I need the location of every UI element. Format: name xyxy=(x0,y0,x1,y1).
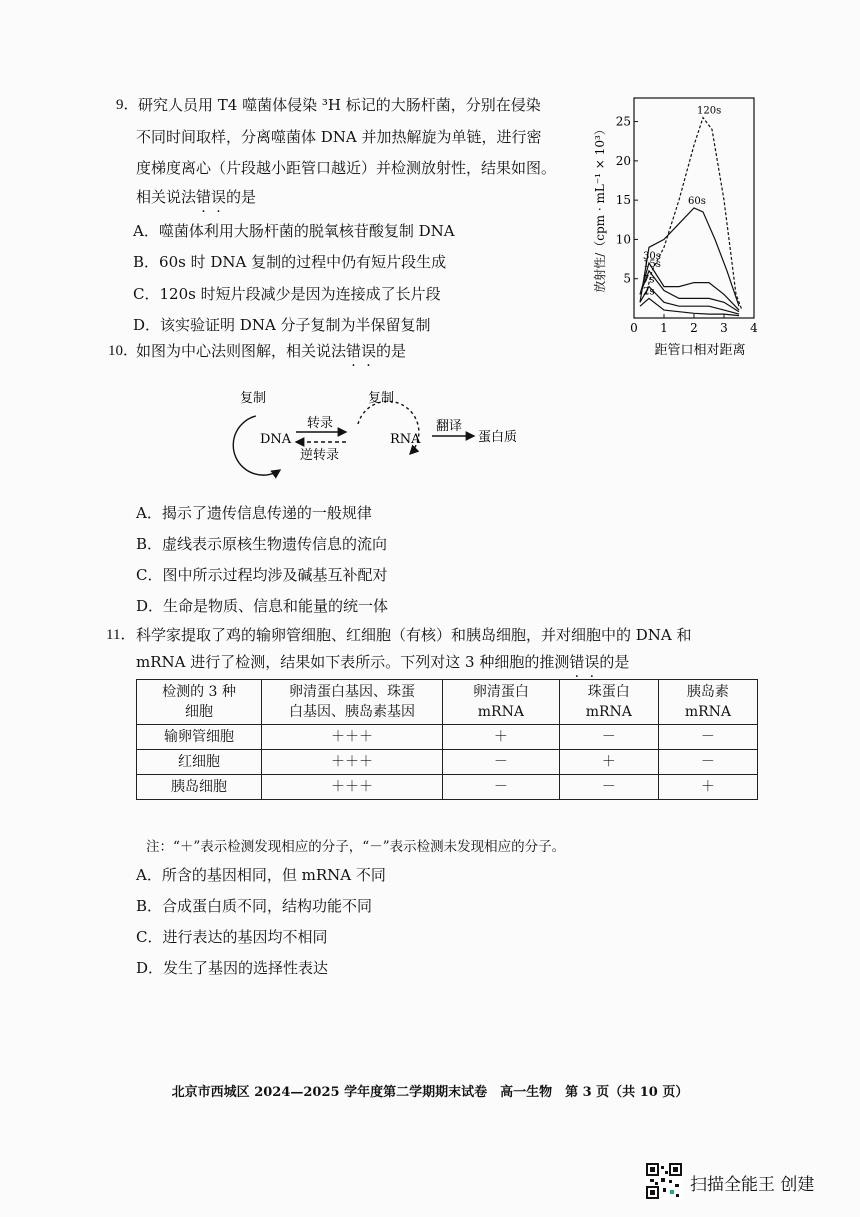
table-cell: － xyxy=(559,725,658,750)
table-cell: ＋＋＋ xyxy=(262,775,443,800)
table-header-cell: 胰岛素 mRNA xyxy=(658,680,757,725)
q10-option-d: D．生命是物质、信息和能量的统一体 xyxy=(136,597,389,615)
table-header-row xyxy=(137,680,758,725)
q9-option-a: A．噬菌体利用大肠杆菌的脱氧核苷酸复制 DNA xyxy=(133,222,455,240)
table-header-cell: 检测的 3 种 细胞 xyxy=(137,680,262,725)
q11-option-b: B．合成蛋白质不同，结构功能不同 xyxy=(136,897,373,915)
x-axis-label: 距管口相对距离 xyxy=(654,343,746,358)
page-footer: 北京市西城区 2024—2025 学年度第二学期期末试卷 高一生物 第 3 页（共 10 页） xyxy=(171,1085,689,1100)
table-cell: － xyxy=(658,725,757,750)
x-tick-label: 2 xyxy=(690,321,698,335)
q11-option-c: C．进行表达的基因均不相同 xyxy=(136,928,328,946)
table-header-cell: 卵清蛋白 mRNA xyxy=(443,680,560,725)
q9-option-c: C．120s 时短片段减少是因为连接成了长片段 xyxy=(133,285,441,303)
q11-stem-line-1: 科学家提取了鸡的输卵管细胞、红细胞（有核）和胰岛细胞，并对细胞中的 DNA 和 xyxy=(136,626,692,644)
protein-node: 蛋白质 xyxy=(478,430,518,445)
table-row xyxy=(137,750,758,775)
q11-option-d: D．发生了基因的选择性表达 xyxy=(136,959,329,977)
table-header-cell: 卵清蛋白基因、珠蛋 白基因、胰岛素基因 xyxy=(262,680,443,725)
series-label: 120s xyxy=(697,105,722,117)
table-cell: 红细胞 xyxy=(137,750,262,775)
series-line xyxy=(640,298,739,315)
q9-stem-line-1: 研究人员用 T4 噬菌体侵染 ³H 标记的大肠杆菌，分别在侵染 xyxy=(138,96,541,114)
series-label: 60s xyxy=(688,196,706,207)
x-tick-label: 4 xyxy=(750,321,758,335)
q10-option-a: A．揭示了遗传信息传递的一般规律 xyxy=(136,504,372,522)
series-line xyxy=(640,287,739,315)
translation-label: 翻译 xyxy=(436,419,463,434)
table-cell: ＋ xyxy=(658,775,757,800)
y-tick-label: 15 xyxy=(615,193,631,208)
q11-number: 11． xyxy=(106,627,136,643)
table-cell: － xyxy=(443,775,560,800)
table-row xyxy=(137,775,758,800)
series-label: 30s xyxy=(643,251,661,262)
y-tick-label: 10 xyxy=(615,232,631,247)
q9-option-d: D．该实验证明 DNA 分子复制为半保留复制 xyxy=(133,316,431,334)
x-tick-label: 3 xyxy=(720,321,728,335)
qr-code-icon xyxy=(645,1162,683,1200)
series-label: 7s xyxy=(643,274,655,286)
table-header-cell: 珠蛋白 mRNA xyxy=(559,680,658,725)
table-cell: ＋ xyxy=(443,725,560,750)
reverse-transcription-label: 逆转录 xyxy=(300,448,340,463)
dna-node: DNA xyxy=(260,432,292,447)
q9-stem-line-4: 相关说法错误的是 xyxy=(136,188,257,206)
table-cell: － xyxy=(559,775,658,800)
detection-table xyxy=(136,679,758,800)
series-line xyxy=(640,271,739,312)
q10-option-b: B．虚线表示原核生物遗传信息的流向 xyxy=(136,535,388,553)
table-cell: ＋ xyxy=(559,750,658,775)
y-tick-label: 5 xyxy=(623,271,631,286)
q9-stem-line-3: 度梯度离心（片段越小距管口越近）并检测放射性，结果如图。 xyxy=(136,159,557,177)
y-axis-label: 放射性/（cpm · mL⁻¹ × 10³） xyxy=(593,123,607,293)
q11-option-a: A．所含的基因相同，但 mRNA 不同 xyxy=(136,866,386,884)
central-dogma-diagram xyxy=(210,386,540,486)
y-tick-label: 20 xyxy=(615,153,631,168)
q9-stem-line-2: 不同时间取样，分离噬菌体 DNA 并加热解旋为单链，进行密 xyxy=(136,128,542,146)
q11-stem-line-2: mRNA 进行了检测，结果如下表所示。下列对这 3 种细胞的推测错误的是 xyxy=(136,653,630,671)
x-tick-label: 1 xyxy=(660,321,668,335)
table-row xyxy=(137,725,758,750)
series-label: 15s xyxy=(643,258,661,270)
table-note: 注：“＋”表示检测发现相应的分子，“－”表示检测未发现相应的分子。 xyxy=(146,839,566,855)
rna-replication-label: 复制 xyxy=(368,391,395,406)
table-cell: － xyxy=(658,750,757,775)
q9-option-b: B．60s 时 DNA 复制的过程中仍有短片段生成 xyxy=(133,253,447,271)
table-cell: － xyxy=(443,750,560,775)
q10-stem: 如图为中心法则图解，相关说法错误的是 xyxy=(136,342,407,360)
q10-number: 10． xyxy=(108,343,139,359)
table-cell: 胰岛细胞 xyxy=(137,775,262,800)
q9-number: 9． xyxy=(116,97,139,113)
table-cell: ＋＋＋ xyxy=(262,750,443,775)
transcription-label: 转录 xyxy=(307,416,334,431)
x-tick-label: 0 xyxy=(630,321,638,335)
dna-replication-label: 复制 xyxy=(240,391,267,406)
scanner-watermark-text: 扫描全能王 创建 xyxy=(690,1175,815,1195)
rna-node: RNA xyxy=(390,432,421,447)
table-cell: ＋＋＋ xyxy=(262,725,443,750)
table-cell: 输卵管细胞 xyxy=(137,725,262,750)
y-tick-label: 25 xyxy=(615,114,631,129)
q10-option-c: C．图中所示过程均涉及碱基互补配对 xyxy=(136,566,388,584)
series-label: 2s xyxy=(643,286,655,298)
q9-radioactivity-chart xyxy=(588,92,768,362)
